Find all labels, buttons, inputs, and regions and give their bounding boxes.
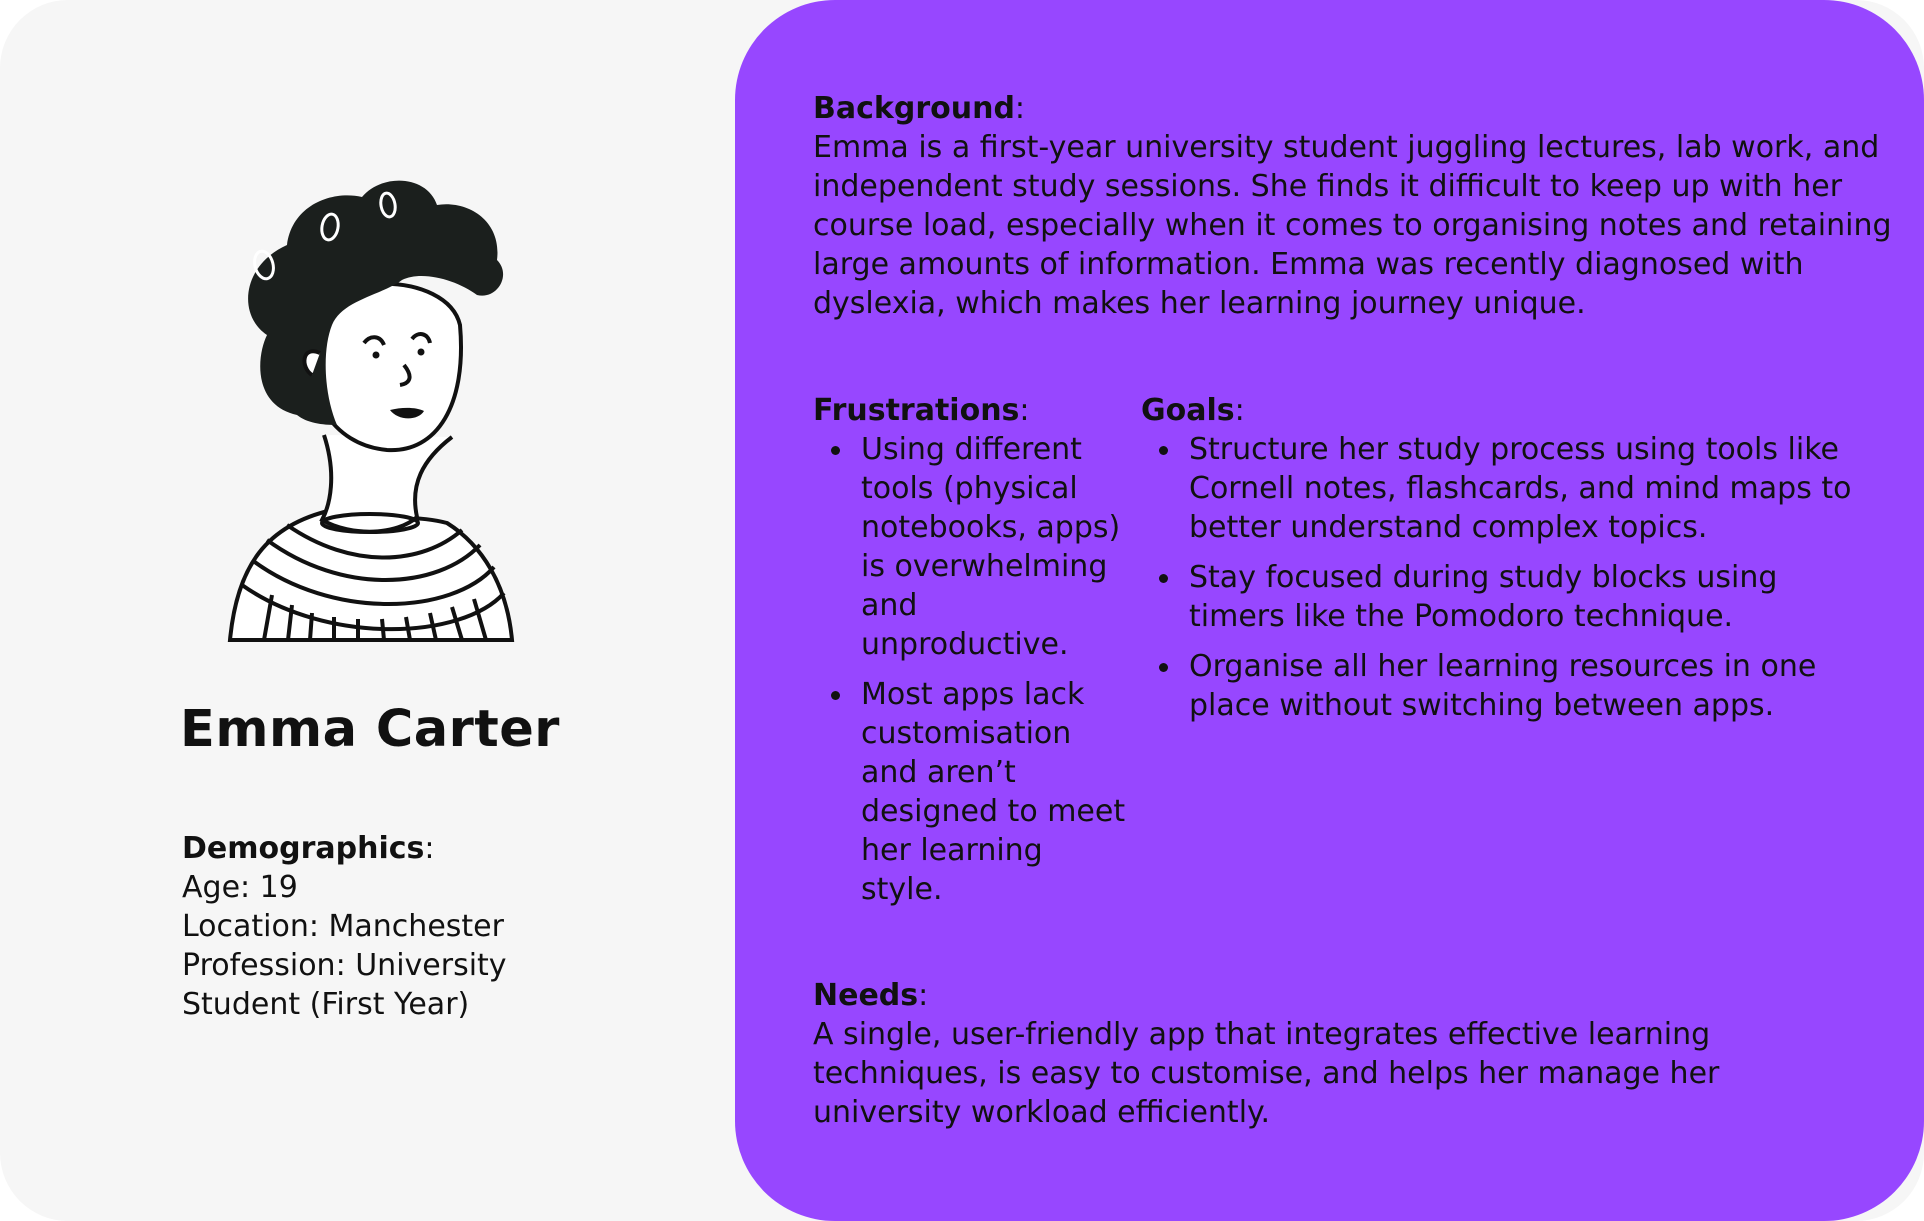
right-eye <box>418 349 425 356</box>
needs-heading: Needs <box>813 978 919 1013</box>
list-item: Structure her study process using tools like Cornell notes, flashcards, and mind maps to better understand complex topics. <box>1189 430 1861 547</box>
list-item: Organise all her learning resources in one place without switching between apps. <box>1189 647 1861 725</box>
list-item: Most apps lack customisation and aren’t designed to meet her learning style. <box>861 675 1133 909</box>
left-eye <box>373 352 380 359</box>
demographics-location: Location: Manchester <box>182 909 504 944</box>
goals-section: Goals: Structure her study process using tools like Cornell notes, flashcards, and mind maps to better understand complex topics. Stay focused during study blocks using timers like the Pomodoro technique. Organise all her learning resources in one place without switching between apps. <box>1141 391 1861 736</box>
demographics-profession-cont: Student (First Year) <box>182 987 470 1022</box>
demographics-heading: Demographics <box>182 831 425 866</box>
frustrations-heading: Frustrations <box>813 393 1020 428</box>
goals-list <box>1141 430 1861 725</box>
frustrations-list <box>813 430 1133 909</box>
background-heading: Background <box>813 91 1015 126</box>
list-item: Stay focused during study blocks using timers like the Pomodoro technique. <box>1189 558 1861 636</box>
background-section: Background: Emma is a first-year university student juggling lectures, lab work, and independent study sessions. She finds it difficult to keep up with her course load, especially when it comes to organising notes and retaining large amounts of information. Emma was recently diagnosed with dyslexia, which makes her learning journey unique. <box>813 91 1892 321</box>
needs-section: Needs: A single, user-friendly app that integrates effective learning techniques, is easy to customise, and helps her manage her university workload efficiently. <box>813 976 1873 1132</box>
demographics-profession: Profession: University <box>182 948 507 983</box>
woman-avatar-illustration <box>212 175 522 645</box>
details-panel <box>735 0 1924 1221</box>
needs-text: A single, user-friendly app that integrates effective learning techniques, is easy to customise, and helps her manage her university workload efficiently. <box>813 1017 1720 1130</box>
goals-heading: Goals <box>1141 393 1235 428</box>
demographics-section: Demographics: Age: 19 Location: Manchester Profession: University Student (First Year) <box>182 829 582 1024</box>
frustrations-section: Frustrations: Using different tools (physical notebooks, apps) is overwhelming and unproductive. Most apps lack customisation and aren’t designed to meet her learning style. <box>813 391 1133 920</box>
profile-panel <box>0 0 735 1221</box>
background-text: Emma is a first-year university student juggling lectures, lab work, and independent study sessions. She finds it difficult to keep up with her course load, especially when it comes to organising notes and retaining large amounts of information. Emma was recently diagnosed with dyslexia, which makes her learning journey unique. <box>813 130 1892 321</box>
list-item: Using different tools (physical notebooks, apps) is overwhelming and unproductive. <box>861 430 1133 664</box>
demographics-age: Age: 19 <box>182 870 298 905</box>
persona-name: Emma Carter <box>180 700 560 759</box>
